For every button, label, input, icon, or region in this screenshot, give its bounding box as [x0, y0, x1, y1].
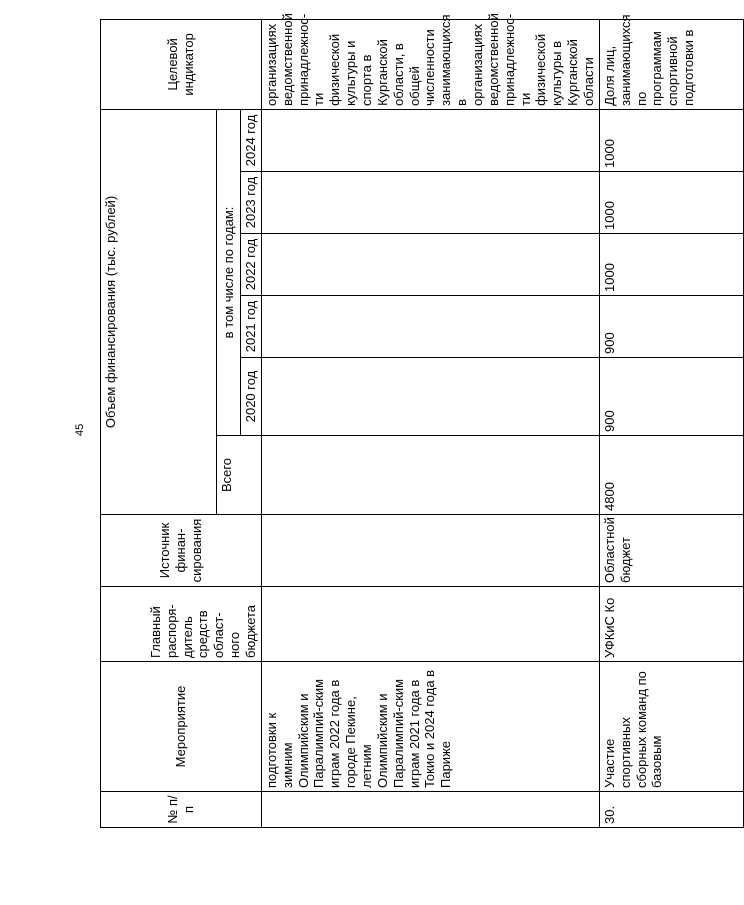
header-num: № п/п: [101, 792, 262, 828]
cell-2021: 900: [599, 296, 743, 358]
header-manager: Главный распоря-дитель средств област-ного бюджета: [101, 587, 262, 662]
cell-2020: [261, 358, 599, 436]
cell-2020: 900: [599, 358, 743, 436]
header-source: Источник финан-сирования: [101, 515, 262, 587]
header-total: Всего: [217, 436, 262, 515]
cell-activity: Участие спортивных сборных команд по базовым: [599, 662, 743, 792]
cell-num: [261, 792, 599, 828]
cell-source: [261, 515, 599, 587]
cell-2022: 1000: [599, 234, 743, 296]
cell-total: [261, 436, 599, 515]
cell-num: 30.: [599, 792, 743, 828]
cell-indicator: Доля лиц, занимающихся по программам спортивной подготовки в: [599, 19, 743, 109]
page-number: 45: [74, 423, 86, 436]
cell-2023: 1000: [599, 172, 743, 234]
cell-manager: [261, 587, 599, 662]
cell-2024: [261, 109, 599, 171]
cell-total: 4800: [599, 436, 743, 515]
cell-2021: [261, 296, 599, 358]
cell-source: Областной бюджет: [599, 515, 743, 587]
header-funding: Объем финансирования (тыс. рублей): [101, 109, 217, 514]
cell-activity: подготовки к зимним Олимпийским и Паралимпий-ским играм 2022 года в городе Пекине, летним Олимпийским и Паралимпий-ским играм 2021 года в Токио и 2024 года в Париже: [261, 662, 599, 792]
header-2021: 2021 год: [241, 296, 262, 358]
cell-indicator: организациях ведомственной принадлежнос-ти физической культуры и спорта в Курганской области, в общей численности занимающихся в организациях ведомственной принадлежнос-ти физической культуры в Курганской области: [261, 19, 599, 109]
cell-manager: УФКиС Ко: [599, 587, 743, 662]
cell-2022: [261, 234, 599, 296]
table-row: [261, 19, 599, 827]
cell-2024: 1000: [599, 109, 743, 171]
table-row: [599, 19, 743, 827]
header-2024: 2024 год: [241, 109, 262, 171]
header-2023: 2023 год: [241, 172, 262, 234]
header-activity: Мероприятие: [101, 662, 262, 792]
header-indicator: Целевой индикатор: [101, 19, 262, 109]
rotated-table-container: [100, 13, 697, 828]
cell-2023: [261, 172, 599, 234]
header-by-years: в том числе по годам:: [217, 109, 241, 435]
header-2022: 2022 год: [241, 234, 262, 296]
header-2020: 2020 год: [241, 358, 262, 436]
funding-table: [100, 13, 744, 828]
